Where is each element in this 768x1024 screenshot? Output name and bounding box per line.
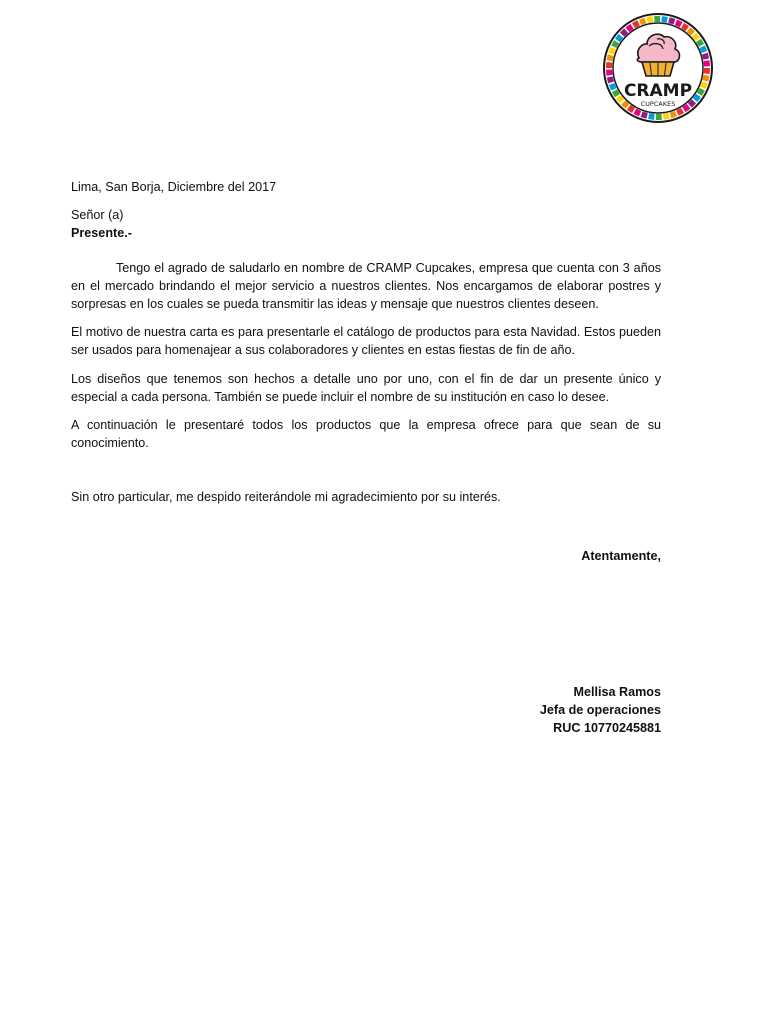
date-line: Lima, San Borja, Diciembre del 2017 [71, 180, 277, 194]
signature-block [540, 684, 661, 737]
addressee: Señor (a) [71, 208, 124, 223]
logo-ring-segment [703, 60, 709, 66]
cramp-cupcakes-logo [602, 12, 714, 124]
logo-ring-segment [606, 62, 612, 68]
signer-title: Jefa de operaciones [539, 702, 661, 717]
signer-name: Mellisa Ramos [573, 685, 661, 699]
logo-ring-segment [654, 16, 660, 22]
logo-subtitle-text: CUPCAKES [640, 100, 676, 108]
cupcake-logo-icon [602, 12, 714, 124]
letter-body [71, 178, 661, 565]
logo-brand-text: CRAMP [623, 81, 693, 101]
paragraph-intro: Tengo el agrado de saludarlo en nombre de CRAMP Cupcakes, empresa que cuenta con 3 años en el mercado brindando el mejor servicio a nuestros clientes. Nos encargamos de elaborar postres y sorpresas en los cuales se pueda transmitir las ideas y mensaje que nuestros clientes deseen. [71, 260, 661, 312]
presente-line: Presente.- [71, 226, 132, 241]
signer-ruc: RUC 10770245881 [553, 720, 661, 735]
paragraph-designs: Los diseños que tenemos son hechos a detalle uno por uno, con el fin de dar un presente único y especial a cada persona. También se puede incluir el nombre de su institución en caso lo desee. [71, 371, 661, 404]
logo-ring-segment [656, 114, 662, 120]
sign-off: Atentamente, [581, 548, 661, 563]
paragraph-products: A continuación le presentaré todos los productos que la empresa ofrece para que sean de su conocimiento. [71, 418, 661, 451]
logo-ring-segment [606, 70, 612, 76]
logo-ring-segment [661, 16, 667, 23]
closing-note: Sin otro particular, me despido reiterándole mi agradecimiento por su interés. [71, 490, 501, 505]
paragraph-purpose: El motivo de nuestra carta es para presentarle el catálogo de productos para esta Navidad. Estos pueden ser usados para homenajear a sus colaboradores y clientes en estas fiestas de fin de año. [71, 325, 661, 358]
logo-ring-segment [704, 68, 710, 74]
greeting-block [71, 206, 661, 242]
logo-ring-segment [648, 113, 654, 120]
